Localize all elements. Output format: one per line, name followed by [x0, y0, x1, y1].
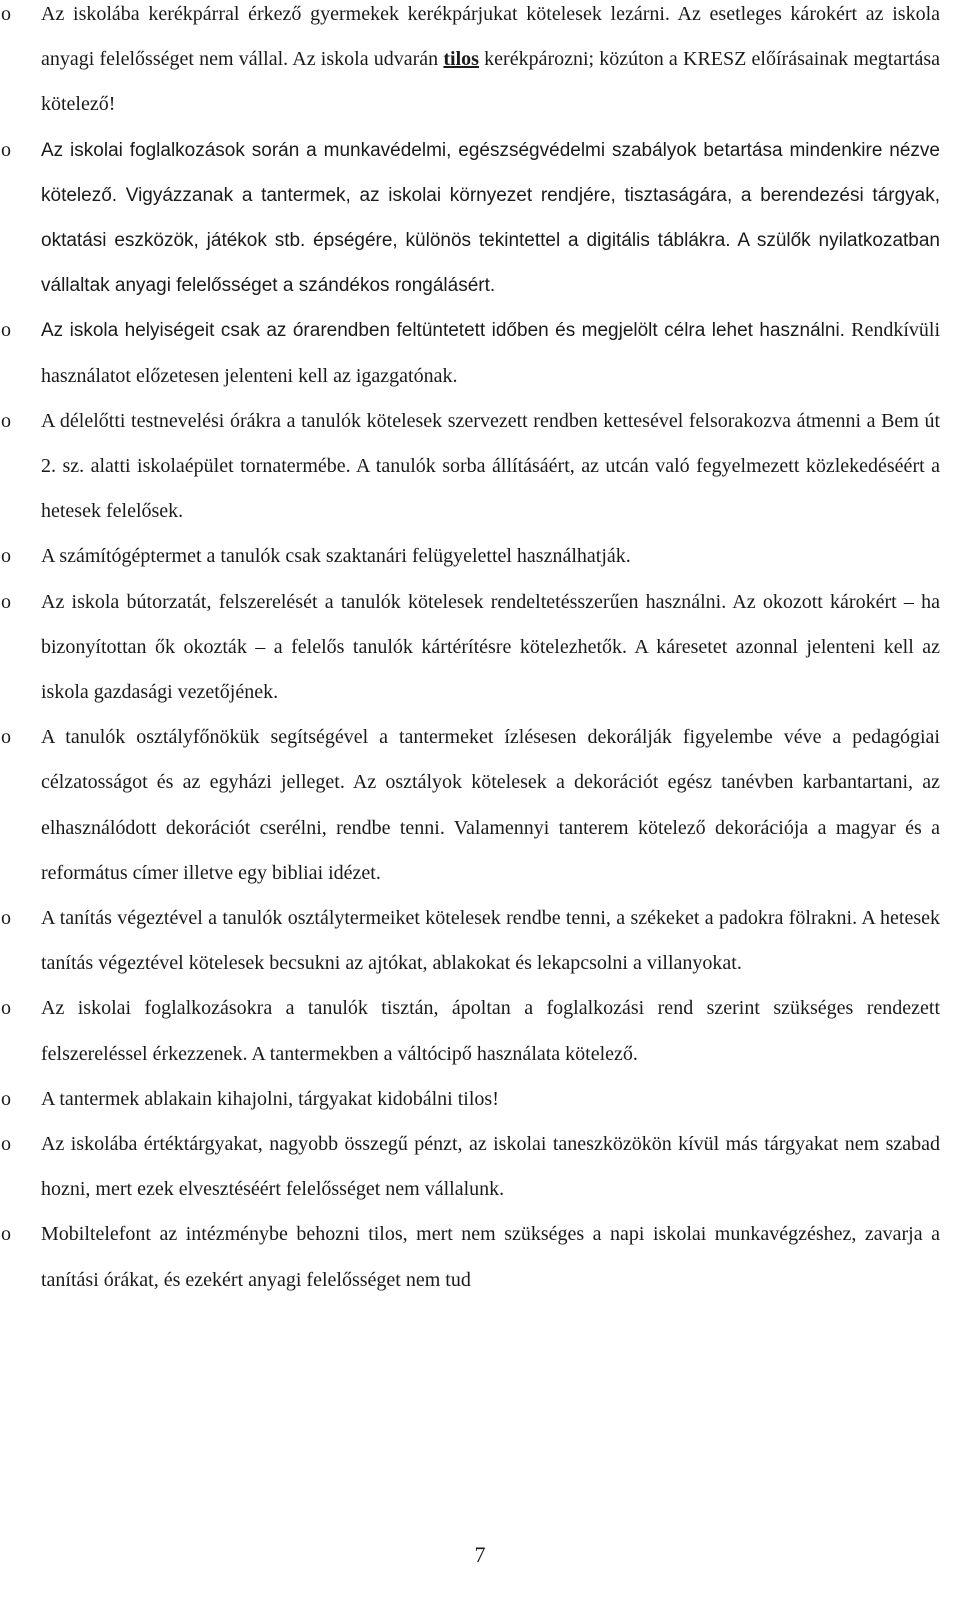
page-number: 7 [474, 1542, 486, 1567]
list-item-text [41, 139, 940, 297]
text-segment: tilos [443, 48, 479, 71]
list-item [0, 580, 940, 716]
text-segment: A délelőtti testnevelési órákra a tanulók kötelesek szervezett rendben kettesével felsorakozva átmenni a Bem út 2. sz. alatti iskolaépület tornatermébe. A tanulók sorba állításáért, az utcán való fegyelmezett közlekedéséért a hetesek felelősek. [41, 409, 940, 523]
text-segment: A számítógéptermet a tanulók csak szaktanári felügyelettel használhatják. [41, 545, 631, 568]
text-segment: Mobiltelefont az intézménybe behozni tilos, mert nem szükséges a napi iskolai munkavégzéshez, zavarja a tanítási órákat, és ezekért anyagi felelősséget nem tud [41, 1223, 940, 1291]
list-item-text [41, 726, 940, 884]
bullet-marker: o [1, 1223, 11, 1246]
bullet-marker: o [1, 1133, 11, 1156]
list-item-text [41, 1223, 940, 1290]
list-item-text [41, 3, 940, 115]
text-segment: A tanulók osztályfőnökük segítségével a tantermeket ízlésesen dekorálják figyelembe véve a pedagógiai célzatosságot és az egyházi jelleget. Az osztályok kötelesek a dekorációt egész tanévben karbantartani, az elhasználódott dekorációt cserélni, rendbe tenni. Valamennyi tanterem kötelező dekorációja a magyar és a református címer illetve egy bibliai idézet. [41, 726, 940, 884]
bullet-marker: o [1, 590, 11, 613]
list-item-text [41, 1133, 940, 1200]
list-item [0, 0, 940, 128]
list-item [0, 534, 940, 579]
list-item [0, 715, 940, 896]
text-segment: Az iskolai foglalkozások során a munkavédelmi, egészségvédelmi szabályok betartása mindenkire nézve kötelező. Vigyázzanak a tantermek, az iskolai környezet rendjére, tisztaságára, a berendezési tárgyak, oktatási eszközök, játékok stb. épségére, különös tekintettel a digitális táblákra. A szülők nyilatkozatban vállaltak anyagi felelősséget a szándékos rongálásért. [41, 139, 940, 297]
list-item [0, 1212, 940, 1302]
list-item-text [41, 907, 940, 974]
list-item [0, 399, 940, 535]
text-segment: Rendkívüli használatot előzetesen jelenteni kell az igazgatónak. [41, 319, 940, 387]
list-item-text [41, 319, 940, 386]
text-segment: Az iskolai foglalkozásokra a tanulók tisztán, ápoltan a foglalkozási rend szerint szükséges rendezett felszereléssel érkezzenek. A tantermekben a váltócipő használata kötelező. [41, 997, 940, 1065]
list-item-text [41, 997, 940, 1064]
bullet-marker: o [1, 907, 11, 930]
list-item-text [41, 1088, 499, 1110]
list-item [0, 896, 940, 986]
bullet-marker: o [1, 1087, 11, 1110]
text-segment: A tantermek ablakain kihajolni, tárgyakat kidobálni tilos! [41, 1087, 499, 1110]
list-item-text [41, 410, 940, 522]
bullet-marker: o [1, 997, 11, 1020]
text-segment: Az iskola helyiségeit csak az órarendben feltüntetett időben és megjelölt célra lehet használni. [41, 320, 845, 342]
bullet-marker: o [1, 409, 11, 432]
bullet-marker: o [1, 726, 11, 749]
list-item [0, 128, 940, 309]
list-item [0, 986, 940, 1076]
text-segment: A tanítás végeztével a tanulók osztálytermeiket kötelesek rendbe tenni, a székeket a padokra fölrakni. A hetesek tanítás végeztével kötelesek becsukni az ajtókat, ablakokat és lekapcsolni a villanyokat. [41, 907, 940, 975]
text-segment: Az iskolába értéktárgyakat, nagyobb összegű pénzt, az iskolai taneszközökön kívül más tárgyakat nem szabad hozni, mert ezek elvesztéséért felelősséget nem vállalunk. [41, 1133, 940, 1201]
text-segment: Az iskola bútorzatát, felszerelését a tanulók kötelesek rendeltetésszerűen használni. Az okozott károkért – ha bizonyítottan ők okozták – a felelős tanulók kártérítésre kötelezhetők. A káresetet azonnal jelenteni kell az iskola gazdasági vezetőjének. [41, 590, 940, 704]
text-segment: Az iskolába kerékpárral érkező gyermekek kerékpárjukat kötelesek lezárni. Az esetleges károkért az iskola anyagi felelősséget nem vállal. Az iskola udvarán [41, 3, 940, 71]
list-item [0, 1077, 940, 1122]
list-item [0, 1122, 940, 1212]
list-item-text [41, 591, 940, 703]
list-item-text [41, 545, 631, 567]
bullet-marker: o [1, 319, 11, 342]
text-segment: kerékpározni; közúton a KRESZ előírásainak megtartása kötelező! [41, 48, 940, 116]
bullet-marker: o [1, 138, 11, 161]
list-item [0, 308, 940, 398]
bullet-marker: o [1, 545, 11, 568]
bullet-marker: o [1, 3, 11, 25]
